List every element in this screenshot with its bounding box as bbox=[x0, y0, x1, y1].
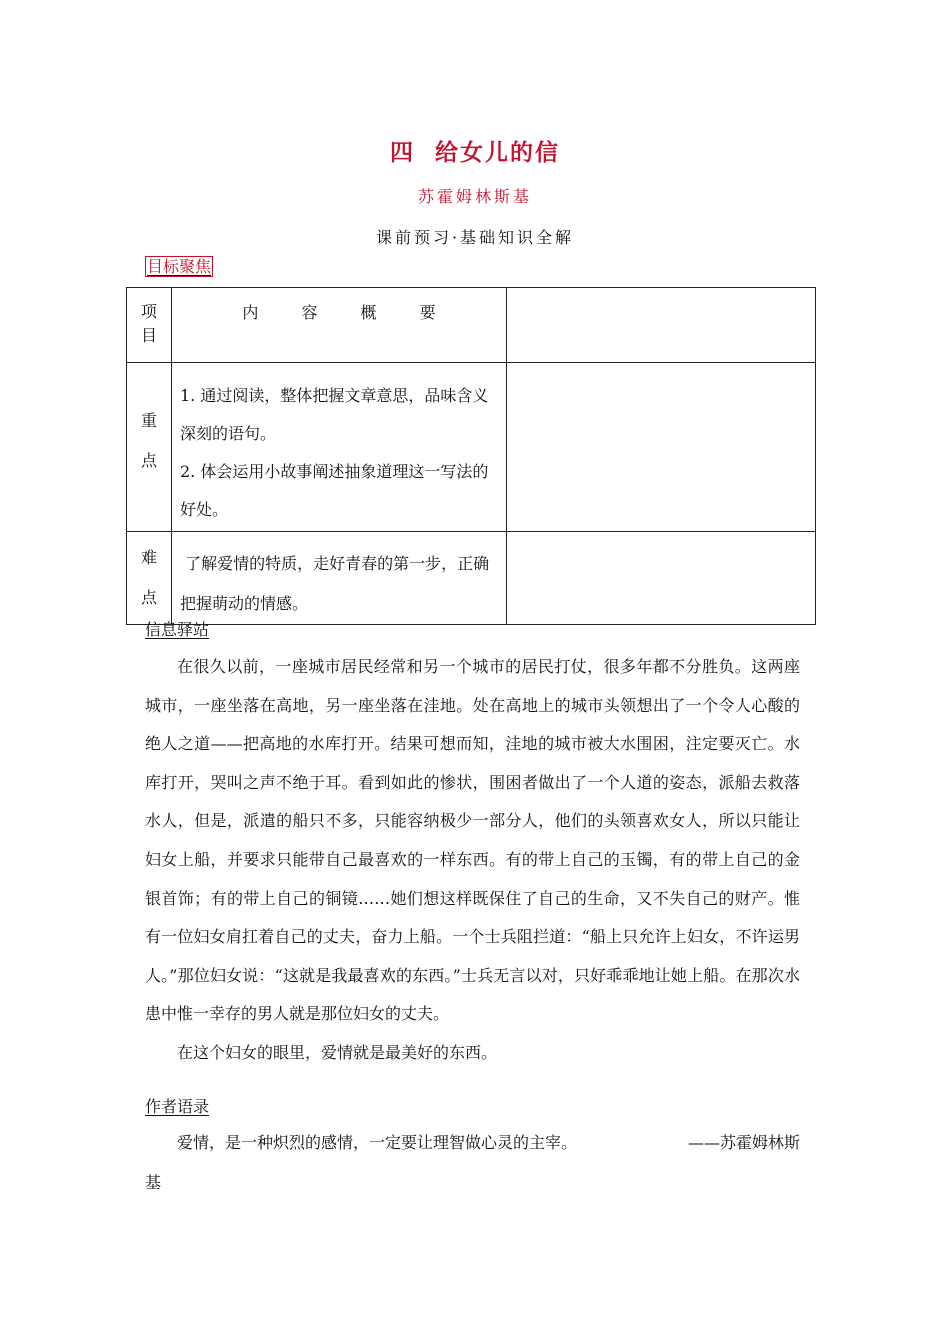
goals-label bbox=[145, 254, 213, 277]
page-title: 四 给女儿的信 bbox=[389, 140, 560, 166]
info-story bbox=[145, 648, 800, 1073]
quote-attribution: ——苏霍姆林斯 bbox=[687, 1133, 800, 1152]
hard-point: 了解爱情的特质，走好青春的第一步，正确把握萌动的情感。 bbox=[180, 554, 490, 613]
key-extra-cell bbox=[507, 363, 816, 532]
quote-label: 作者语录 bbox=[145, 1097, 210, 1116]
header-extra-cell bbox=[507, 288, 816, 363]
hard-item-text: 难点 bbox=[140, 548, 157, 607]
author-quote bbox=[145, 1123, 800, 1203]
goals-table bbox=[126, 287, 816, 625]
key-points-row bbox=[127, 363, 816, 532]
header-content-text: 内 容 概 要 bbox=[242, 303, 436, 322]
quote-attribution-wrap: 基 bbox=[145, 1173, 162, 1192]
header-item-text: 项目 bbox=[140, 302, 157, 345]
header-content-cell bbox=[172, 288, 507, 363]
key-item-cell bbox=[127, 363, 172, 532]
quote-text: 爱情，是一种炽烈的感情，一定要让理智做心灵的主宰。 bbox=[177, 1133, 578, 1152]
goals-header-row bbox=[127, 288, 816, 363]
key-point-1: 1. 通过阅读，整体把握文章意思，品味含义深刻的语句。 bbox=[180, 386, 489, 443]
author-name: 苏霍姆林斯基 bbox=[417, 187, 532, 206]
hard-points-row bbox=[127, 532, 816, 625]
key-point-2: 2. 体会运用小故事阐述抽象道理这一写法的好处。 bbox=[180, 462, 489, 519]
section-subtitle: 课前预习·基础知识全解 bbox=[375, 228, 575, 247]
info-label: 信息驿站 bbox=[145, 620, 210, 639]
goals-label-text: 目标聚焦 bbox=[147, 257, 212, 276]
story-paragraph-2: 在这个妇女的眼里，爱情就是最美好的东西。 bbox=[177, 1042, 498, 1062]
key-item-text: 重点 bbox=[140, 411, 157, 470]
header-item-cell bbox=[127, 288, 172, 363]
hard-extra-cell bbox=[507, 532, 816, 625]
key-content-cell bbox=[172, 363, 507, 532]
hard-item-cell bbox=[127, 532, 172, 625]
hard-content-cell bbox=[172, 532, 507, 625]
story-paragraph-1: 在很久以前，一座城市居民经常和另一个城市的居民打仗，很多年都不分胜负。这两座城市，一座坐落在高地，另一座坐落在洼地。处在高地上的城市头领想出了一个令人心酸的绝人之道——把高地的水库打开。结果可想而知，洼地的城市被大水围困，注定要灭亡。水库打开，哭叫之声不绝于耳。看到如此的惨状，围困者做出了一个人道的姿态，派船去救落水人，但是，派遣的船只不多，只能容纳极少一部分人，他们的头领喜欢女人，所以只能让妇女上船，并要求只能带自己最喜欢的一样东西。有的带上自己的玉镯，有的带上自己的金银首饰；有的带上自己的铜镜……她们想这样既保住了自己的生命，又不失自己的财产。惟有一位妇女肩扛着自己的丈夫，奋力上船。一个士兵阻拦道：“船上只允许上妇女，不许运男人。”那位妇女说：“这就是我最喜欢的东西。”士兵无言以对，只好乖乖地让她上船。在那次水患中惟一幸存的男人就是那位妇女的丈夫。 bbox=[145, 657, 800, 1024]
